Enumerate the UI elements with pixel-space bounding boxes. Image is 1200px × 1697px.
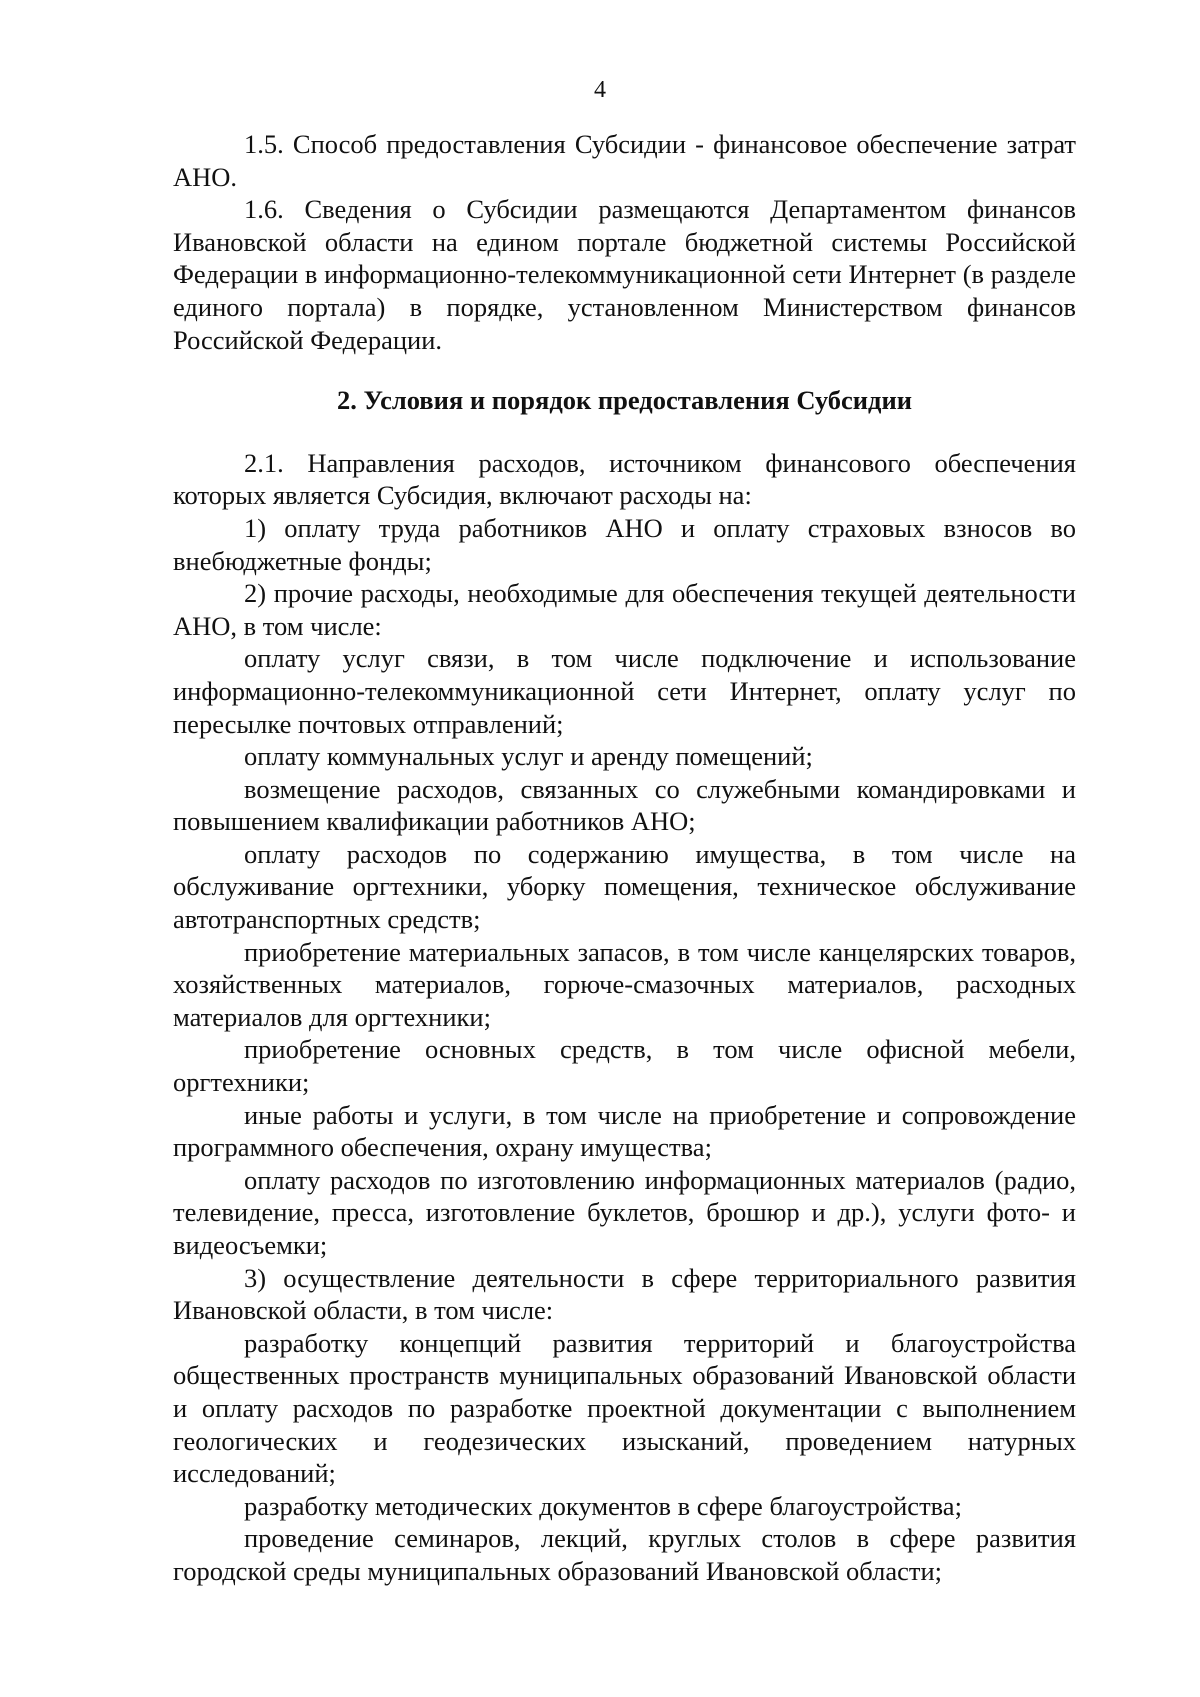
- paragraph-info-materials: оплату расходов по изготовлению информационных материалов (радио, телевидение, пресса, изготовление буклетов, брошюр и др.), услуги фото- и видеосъемки;: [173, 1164, 1076, 1260]
- paragraph-communication: оплату услуг связи, в том числе подключение и использование информационно-телекоммуникационной сети Интернет, оплату услуг по пересылке почтовых отправлений;: [173, 643, 1076, 739]
- paragraph-2-1: 2.1. Направления расходов, источником финансового обеспечения которых является Субсидия, включают расходы на:: [173, 447, 1076, 511]
- paragraph-utilities: оплату коммунальных услуг и аренду помещений;: [244, 741, 813, 772]
- paragraph-1-6: 1.6. Сведения о Субсидии размещаются Департаментом финансов Ивановской области на едином портале бюджетной системы Российской Федерации в информационно-телекоммуникационной сети Интернет (в разделе единого портала) в порядке, установленном Министерством финансов Российской Федерации.: [173, 194, 1076, 355]
- paragraph-materials: приобретение материальных запасов, в том числе канцелярских товаров, хозяйственных материалов, горюче-смазочных материалов, расходных материалов для оргтехники;: [173, 936, 1076, 1032]
- section-2-heading: 2. Условия и порядок предоставления Субсидии: [336, 385, 912, 416]
- paragraph-item-2: 2) прочие расходы, необходимые для обеспечения текущей деятельности АНО, в том числе:: [173, 578, 1076, 641]
- paragraph-seminars: проведение семинаров, лекций, круглых столов в сфере развития городской среды муниципальных образований Ивановской области;: [173, 1523, 1076, 1586]
- paragraph-1-5: 1.5. Способ предоставления Субсидии - финансовое обеспечение затрат АНО.: [173, 129, 1076, 192]
- page-number: 4: [594, 77, 606, 103]
- paragraph-fixed-assets: приобретение основных средств, в том числе офисной мебели, оргтехники;: [173, 1034, 1076, 1098]
- document-body: [173, 128, 1076, 1588]
- paragraph-other-services: иные работы и услуги, в том числе на приобретение и сопровождение программного обеспечения, охрану имущества;: [173, 1099, 1076, 1163]
- paragraph-item-1: 1) оплату труда работников АНО и оплату страховых взносов во внебюджетные фонды;: [173, 512, 1076, 576]
- paragraph-item-3: 3) осуществление деятельности в сфере территориального развития Ивановской области, в том числе:: [173, 1262, 1076, 1326]
- paragraph-property: оплату расходов по содержанию имущества, в том числе на обслуживание оргтехники, уборку помещения, техническое обслуживание автотранспортных средств;: [173, 838, 1076, 935]
- paragraph-travel: возмещение расходов, связанных со служебными командировками и повышением квалификации работников АНО;: [173, 773, 1076, 837]
- paragraph-concepts: разработку концепций развития территорий и благоустройства общественных пространств муниципальных образований Ивановской области и оплату расходов по разработке проектной документации с выполнением геологических и геодезических изысканий, проведением натурных исследований;: [173, 1327, 1076, 1489]
- paragraph-methodical: разработку методических документов в сфере благоустройства;: [244, 1490, 962, 1521]
